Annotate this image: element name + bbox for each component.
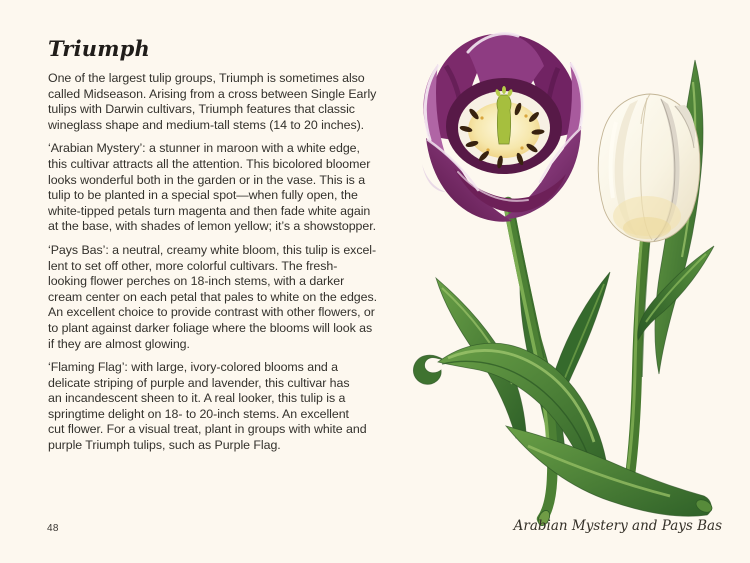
- text-line: delicate striping of purple and lavender, this cultivar has: [48, 375, 350, 390]
- text-line: springtime delight on 18- to 20-inch stems. An excellent: [48, 406, 349, 421]
- text-line: tulip to be planted in a special spot—when fully open, the: [48, 188, 358, 203]
- text-line: An excellent choice to provide contrast with other flowers, or: [48, 305, 375, 320]
- text-line: One of the largest tulip groups, Triumph is sometimes also: [48, 71, 365, 85]
- text-line: at the base, with shades of lemon yellow; it’s a showstopper.: [48, 219, 377, 234]
- text-line: purple Triumph tulips, such as Purple Flag.: [48, 438, 281, 453]
- text-line: an incandescent sheen to it. A real looker, this tulip is a: [48, 391, 346, 406]
- text-line: lent to set off other, more colorful cultivars. The fresh-: [48, 258, 338, 273]
- text-line: tulips with Darwin cultivars, Triumph features that classic: [48, 102, 355, 117]
- text-line: cream center on each petal that pales to white on the edges.: [48, 289, 378, 304]
- white-tulip-stem: [626, 232, 650, 497]
- white-tulip-flower: [598, 94, 700, 242]
- paragraph-intro: [48, 71, 378, 133]
- text-line: wineglass shape and medium-tall stems (14 to 20 inches).: [48, 117, 365, 132]
- text-line: looking flower perches on 18-inch stems, with a darker: [48, 274, 345, 289]
- text-line: this cultivar attracts all the attention. This bicolored bloomer: [48, 156, 371, 171]
- text-line: ‘Arabian Mystery’: a stunner in maroon with a white edge,: [48, 141, 360, 156]
- text-line: cut flower. For a visual treat, plant in groups with white and: [48, 422, 367, 437]
- tulip-leaf: [506, 426, 714, 516]
- text-line: to plant against darker foliage where the blooms will look as: [48, 320, 373, 335]
- purple-tulip-flower: [422, 34, 583, 222]
- text-line: white-tipped petals turn magenta and then fade white again: [48, 203, 371, 218]
- page-title: Triumph: [48, 36, 150, 61]
- illustration-caption: Arabian Mystery and Pays Bas: [513, 518, 722, 534]
- text-line: called Midseason. Arising from a cross between Single Early: [48, 86, 377, 101]
- paragraph-arabian-mystery: [48, 141, 378, 235]
- text-column: [48, 36, 378, 462]
- text-line: looks wonderful both in the garden or in the vase. This is a: [48, 172, 366, 187]
- text-line: if they are almost glowing.: [48, 336, 190, 351]
- tulip-illustration: [398, 22, 738, 542]
- text-line: ‘Pays Bas’: a neutral, creamy white bloom, this tulip is excel-: [48, 242, 377, 257]
- paragraph-flaming-flag: [48, 360, 378, 454]
- paragraph-pays-bas: [48, 243, 378, 352]
- page-number: 48: [47, 523, 59, 534]
- text-line: ‘Flaming Flag’: with large, ivory-colored blooms and a: [48, 360, 338, 375]
